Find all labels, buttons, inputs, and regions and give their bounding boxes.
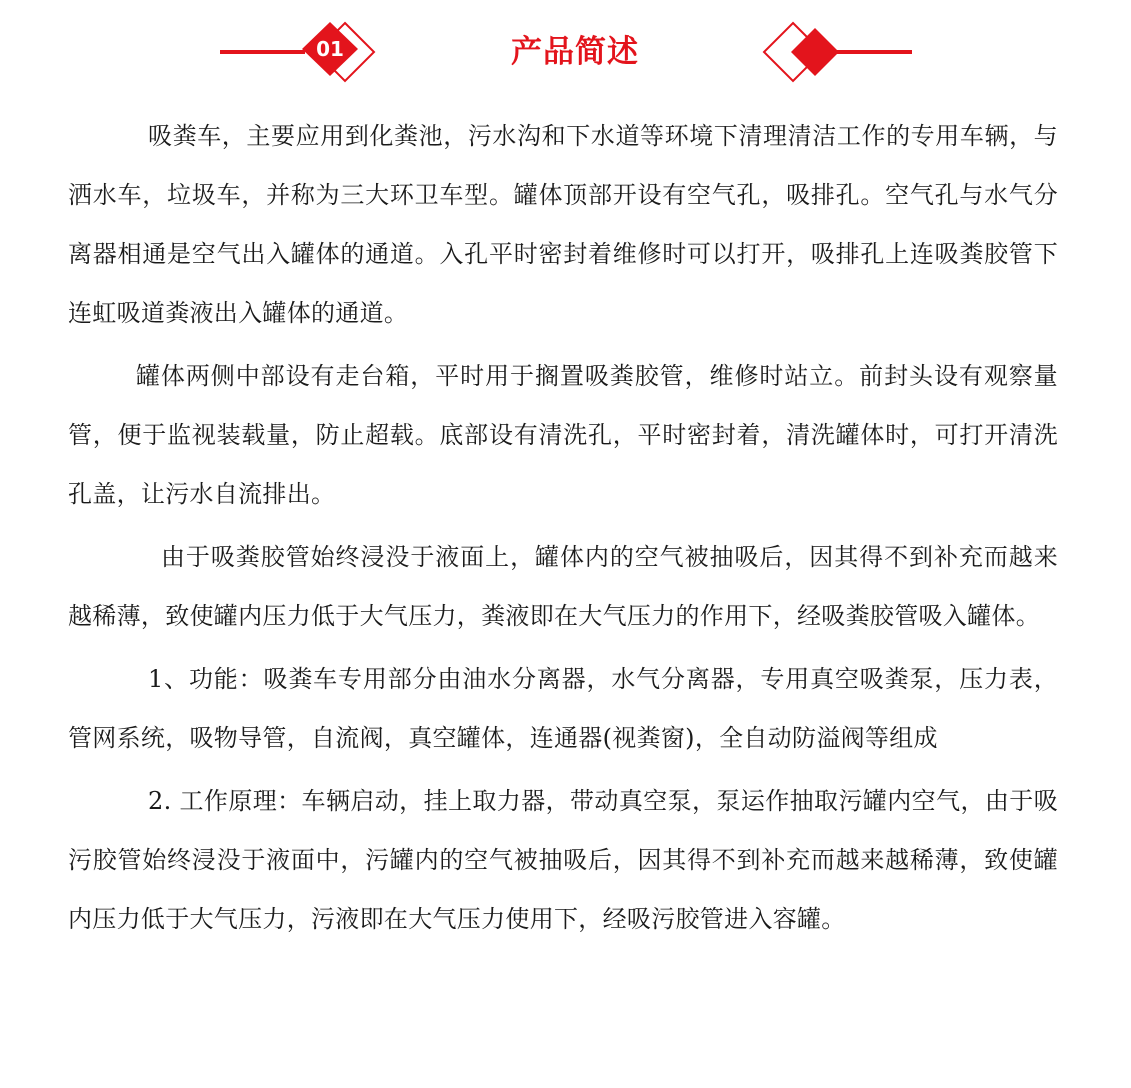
section-title: 产品简述 [511,34,639,70]
section-number: 01 [316,37,344,61]
paragraph-intro: 吸粪车，主要应用到化粪池，污水沟和下水道等环境下清理清洁工作的专用车辆，与洒水车，垃圾车，并称为三大环卫车型。罐体顶部开设有空气孔，吸排孔。空气孔与水气分离器相通是空气出入罐体的通道。入孔平时密封着维修时可以打开，吸排孔上连吸粪胶管下连虹吸道粪液出入罐体的通道。 [68,122,1058,327]
body-text [68,107,1058,953]
paragraph-suction-principle: 由于吸粪胶管始终浸没于液面上，罐体内的空气被抽吸后，因其得不到补充而越来越稀薄，致使罐内压力低于大气压力，粪液即在大气压力的作用下，经吸粪胶管吸入罐体。 [68,543,1058,630]
paragraph-working-principle: 2. 工作原理：车辆启动，挂上取力器，带动真空泵，泵运作抽取污罐内空气，由于吸污胶管始终浸没于液面中，污罐内的空气被抽吸后，因其得不到补充而越来越稀薄，致使罐内压力低于大气压力，污液即在大气压力使用下，经吸污胶管进入容罐。 [68,787,1058,933]
paragraph-function: 1、功能：吸粪车专用部分由油水分离器，水气分离器，专用真空吸粪泵，压力表，管网系统，吸物导管，自流阀，真空罐体，连通器(视粪窗)，全自动防溢阀等组成 [68,665,1058,752]
paragraph-structure: 罐体两侧中部设有走台箱，平时用于搁置吸粪胶管，维修时站立。前封头设有观察量管，便于监视装载量，防止超载。底部设有清洗孔，平时密封着，清洗罐体时，可打开清洗孔盖，让污水自流排出。 [68,362,1058,508]
section-header [0,0,1131,100]
right-filled-diamond [791,28,839,76]
